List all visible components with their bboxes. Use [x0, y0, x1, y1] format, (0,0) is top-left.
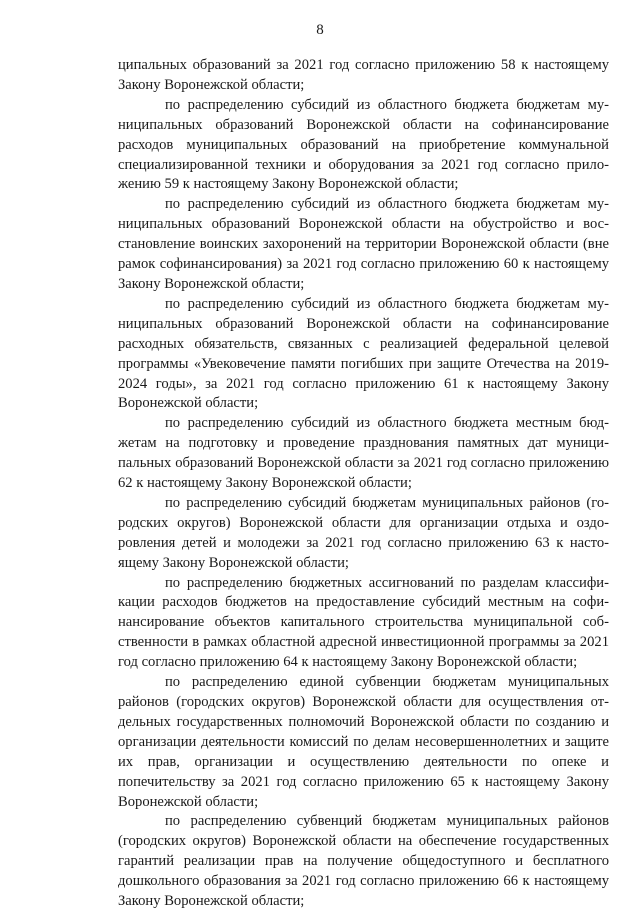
document-body	[118, 56, 609, 912]
paragraph: по распределению субсидий бюджетам муниципальных районов (городских округов) Воронежской области для организации отдыха и оздоровления детей и молодежи за 2021 год согласно приложению 63 к настоящему Закону Воронежской области;	[118, 494, 609, 571]
paragraph: по распределению бюджетных ассигнований по разделам классификации расходов бюджетов на предоставление субсидий местным на софинансирование объектов капитального строительства муниципальной собственности в рамках областной адресной инвестиционной программы за 2021 год согласно приложению 64 к настоящему Закону Воронежской области;	[118, 574, 609, 671]
paragraph-continuation: ципальных образований за 2021 год согласно приложению 58 к настоящему Закону Воронежской области;	[118, 57, 609, 93]
paragraph: по распределению субсидий из областного бюджета бюджетам муниципальных образований Воронежской области на обустройство и восстановление воинских захоронений на территории Воронежской области (вне рамок софинансирования) за 2021 год согласно приложению 60 к настоящему Закону Воронежской области;	[118, 196, 609, 292]
page-number: 8	[316, 22, 324, 38]
paragraph: по распределению единой субвенции бюджетам муниципальных районов (городских округов) Воронежской области для осуществления отдельных государственных полномочий Воронежской области по созданию и организации деятельности комиссий по делам несовершеннолетних и защите их прав, организации и осуществлению деятельности по опеке и попечительству за 2021 год согласно приложению 65 к настоящему Закону Воронежской области;	[118, 674, 609, 810]
paragraph: по распределению субсидий из областного бюджета бюджетам муниципальных образований Воронежской области на софинансирование расходных обязательств, связанных с реализацией федеральной целевой программы «Увековечение памяти погибших при защите Отечества на 2019-2024 годы», за 2021 год согласно приложению 61 к настоящему Закону Воронежской области;	[118, 295, 609, 412]
paragraph: по распределению субсидий из областного бюджета местным бюджетам на подготовку и проведение празднования памятных дат муниципальных образований Воронежской области за 2021 год согласно приложению 62 к настоящему Закону Воронежской области;	[118, 415, 609, 492]
paragraph: по распределению субсидий из областного бюджета бюджетам муниципальных образований Воронежской области на софинансирование расходов муниципальных образований на приобретение коммунальной специализированной техники и оборудования за 2021 год согласно приложению 59 к настоящему Закону Воронежской области;	[118, 96, 609, 193]
paragraph: по распределению субвенций бюджетам муниципальных районов (городских округов) Воронежской области на обеспечение государственных гарантий реализации прав на получение общедоступного и бесплатного дошкольного образования за 2021 год согласно приложению 66 к настоящему Закону Воронежской области;	[118, 813, 609, 910]
